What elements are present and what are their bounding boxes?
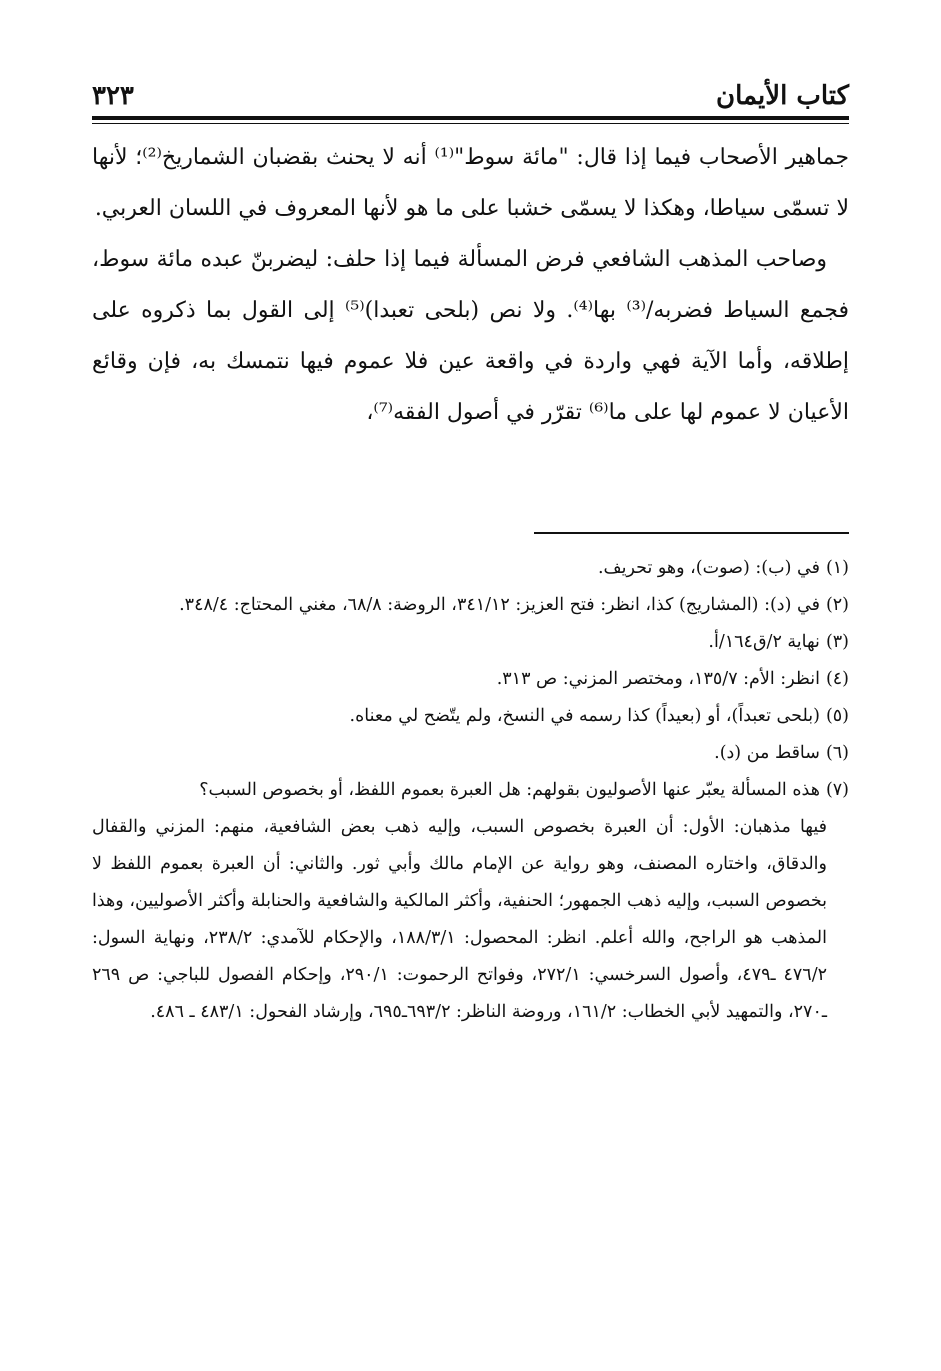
footnote-text: ساقط من (د). (714, 743, 820, 763)
footnote-7 (92, 772, 849, 809)
running-header (92, 70, 849, 116)
footnote-4 (92, 661, 849, 698)
footnote-text: انظر: الأم: ١٣٥/٧، ومختصر المزني: ص ٣١٣. (496, 669, 820, 689)
main-text (92, 132, 849, 438)
footnote-7-continuation: فيها مذهبان: الأول: أن العبرة بخصوص السبب، وإليه ذهب بعض الشافعية، منهم: المزني والقفال والدقاق، واختاره المصنف، وهو رواية عن الإمام مالك وأبي ثور. والثاني: أن العبرة بعموم اللفظ لا بخصوص السبب، وإليه ذهب الجمهور؛ الحنفية، وأكثر المالكية والشافعية والحنابلة وأكثر الأصوليين، وهذا المذهب هو الراجح، والله أعلم. انظر: المحصول: ١٨٨/٣/١، والإحكام للآمدي: ٢٣٨/٢، ونهاية السول: ٤٧٦/٢ ـ٤٧٩، وأصول السرخسي: ٢٧٢/١، وفواتح الرحموت: ٢٩٠/١، وإحكام الفصول للباجي: ص ٢٦٩ ـ٢٧٠، والتمهيد لأبي الخطاب: ١٦١/٢، وروضة الناظر: ٦٩٣/٢ـ٦٩٥، وإرشاد الفحول: ٤٨٣/١ ـ ٤٨٦. (92, 817, 827, 1022)
footnote-number: (٥) (825, 706, 849, 726)
footnote-text: في (د): (المشاريج) كذا، انظر: فتح العزيز: ٣٤١/١٢، الروضة: ٦٨/٨، مغني المحتاج: ٣٤٨/٤. (179, 595, 820, 615)
header-rule-thick (92, 116, 849, 120)
footnote-number: (٧) (825, 780, 849, 800)
footnote-number: (٤) (825, 669, 849, 689)
chapter-title: كتاب الأيمان (715, 81, 849, 111)
body-paragraph-1: جماهير الأصحاب فيما إذا قال: "مائة سوط"⁽¹⁾ أنه لا يحنث بقضبان الشماريخ⁽²⁾؛ لأنها لا تسمّى سياطا، وهكذا لا يسمّى خشبا على ما هو لأنها المعروف في اللسان العربي. (92, 145, 849, 221)
body-paragraph-2: وصاحب المذهب الشافعي فرض المسألة فيما إذا حلف: ليضربنّ عبده مائة سوط، فجمع السياط فضربه/⁽³⁾ بها⁽⁴⁾. ولا نص (بلحى تعبدا)⁽⁵⁾ إلى القول بما ذكروه على إطلاقه، وأما الآية فهي واردة في واقعة عين فلا عموم فيها نتمسك به، فإن وقائع الأعيان لا عموم لها على ما⁽⁶⁾ تقرّر في أصول الفقه⁽⁷⁾، (92, 247, 849, 425)
footnote-2 (92, 587, 849, 624)
footnote-number: (١) (825, 558, 849, 578)
footnote-number: (٢) (825, 595, 849, 615)
footnote-3 (92, 624, 849, 661)
footnote-text: نهاية ٢/ق١٦٤/أ. (708, 632, 820, 652)
footnote-text: هذه المسألة يعبّر عنها الأصوليون بقولهم: هل العبرة بعموم اللفظ، أو بخصوص السبب؟ (199, 780, 820, 800)
footnotes (92, 550, 849, 1031)
footnote-separator (534, 532, 849, 534)
footnote-6 (92, 735, 849, 772)
footnote-5 (92, 698, 849, 735)
footnote-text: في (ب): (صوت)، وهو تحريف. (597, 558, 820, 578)
header-rule-thin (92, 123, 849, 124)
page-number: ٣٢٣ (92, 81, 134, 111)
footnote-number: (٣) (825, 632, 849, 652)
footnote-text: (بلحى تعبداً)، أو (بعيداً) كذا رسمه في النسخ، ولم يتّضح لي معناه. (349, 706, 820, 726)
footnote-number: (٦) (825, 743, 849, 763)
footnote-1 (92, 550, 849, 587)
